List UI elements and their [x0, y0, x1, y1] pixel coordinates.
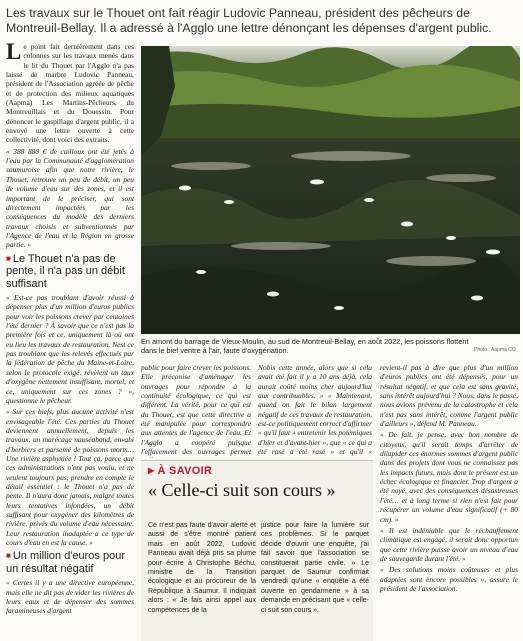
- photo-credit: Photo : Aapma CO: [474, 347, 516, 353]
- drop-cap: L: [6, 42, 22, 64]
- box-kicker: ▶ À SAVOIR: [148, 465, 213, 477]
- quote-paragraph: « De fait, je pense, avec bon nombre de citoyens, qu'il serait temps d'arrêter de dilapider ces énormes sommes d'argent public dans des projets dont vous ne connaissez pas les impacts futurs, mais dont le présent est un échec écologique et financier. Trop d'argent a été noyé, avec des conséquences désastreuses l'été… et à long terme si rien n'est fait pour récupérer un volume d'eau significatif (+ 80 cm). »: [380, 430, 518, 524]
- square-bullet-icon: ■: [6, 551, 11, 561]
- box-column-1: Ce n'est pas faute d'avoir alerté et aussi de s'être montré patient mais en août 2022, Ludovic Panneau avait déjà pris sa plume pour écrire à Christophe Béchu, ministre de la Transition écologique et au procureur de la République à Saumur. Il indiquait alors : « Je fais ainsi appel aux compétences de la: [148, 522, 256, 614]
- article-column-3: [258, 363, 372, 458]
- square-bullet-icon: ■: [6, 253, 11, 263]
- quote-paragraph: « Certes il y a une directive européenne, mais elle ne dit pas de vider les rivières de leurs eaux et de dépenser des sommes faramineuses d'argent: [6, 578, 134, 616]
- quote-paragraph: « Sur ces biefs, plus aucune activité n'est envisageable l'été. Ces parties du Thouet deviennent annuellement, depuis les travaux, un marécage nauséabond, envahi d'herbiers et parsemé de poissons morts… Une rivière asphyxiée ! Tout ça, parce que ces administrations n'ont pas voulu, et ne veulent toujours pas, prendre en compte le détail essentiel : le Thouet n'a pas de pente. Il n'aura donc jamais, malgré toutes leurs tentatives infondées, un débit suffisant pour oxygéner des kilomètres de rivière, privés du volume d'eau nécessaire. Leur restauration inadaptée a ce type de cours d'eau en est la cause. »: [6, 407, 134, 547]
- river-photo: [141, 46, 520, 334]
- quote-paragraph: revient-il pas à dire que plus d'un million d'euros publics ont été dépensés, pour un résultat négatif, et que cela est sans gravité, sans intérêt aujourd'hui ? Nous, dans le passé, nous avions prévenu de la catastrophe et cela n'est pas sans intérêt, comme l'argent public d'ailleurs », défend M. Panneau.: [380, 363, 518, 429]
- quote-paragraph: « Est-ce pas troublant d'avoir réussi à dépenser plus d'un million d'euros publics pour voir les poissons crever par centaines l'été dernier ? À savoir que ce n'est pas la première fois et ce, uniquement là où ont eu lieu les travaux de restauration. Nest ce pas troublant que les relevés effectués par la fédération de pêche du Maine-et-Loire, selon le protocole exigé, révèlent un taux d'oxygène nettement insuffisant, mortel, et ce, uniquement sur ces zones ? », questionne le pêcheur.: [6, 293, 134, 405]
- quote-paragraph: « Des solutions moins coûteuses et plus adaptées sont encore possibles », assure le président de l'association.: [380, 565, 518, 593]
- a-savoir-box: [141, 460, 373, 641]
- subheading-pente: ■ Le Thouet n'a pas de pente, il n'a pas un débit suffisant: [6, 252, 125, 290]
- quote-paragraph: Nobis cette année, alors que si cela avait été fait il y a 10 ans déjà, cela aurait coûté moins cher aujourd'hui aux contribuables. » « Maintenant, quand on fait le bilan largement négatif de ces travaux de restauration, est-ce politiquement correct d'affirmer « qu'il faut » entretenir les polémiques d'hier et d'avant-hier », que « ce qui a été rasé a été rasé » et qu'il «: [258, 363, 372, 457]
- photo-caption: En amont du barrage de Vieux-Moulin, au sud de Montreuil-Bellay, en août 2022, les poissons flottent dans le bief ventre à l'air, faute d'oxygénation.: [141, 337, 469, 355]
- article-column-1: [6, 42, 134, 640]
- triangle-icon: ▶: [148, 466, 155, 475]
- intro-paragraph: e point fait dernièrement dans ces colonnes sur les travaux menés dans le lit du Thouet par l'Agglo n'a pas laissé de marbre Ludovic Panneau, président de l'Association agréée de pêche et de protection des milieux aquatiques (Aapma) Les Martins-Pêcheurs, du Montreuillais et du Douessin. Pour dénoncer le gaspillage d'argent public, il a envoyé une lettre ouverte à cette collectivité, dont voici des extraits.: [6, 42, 134, 145]
- article-column-2: [141, 363, 251, 458]
- box-title: « Celle-ci suit son cours »: [148, 480, 336, 500]
- river-photo-image: [141, 46, 520, 334]
- article-column-4: [380, 363, 518, 640]
- quote-paragraph: « 388 888 € de cailloux ont été jetés à l'eau par la Communauté d'agglomération saumuroise afin que notre rivière, le Thouet, retrouve un peu de débit, un peu de volume d'eau sur des zones, et il est important de le préciser, qui sont directement impactées par les conséquences du modèle des derniers travaux choisis et subventionnés par l'Agence de l'eau et la Région en grosse partie. »: [6, 146, 134, 250]
- article-deck: Les travaux sur le Thouet ont fait réagir Ludovic Panneau, président des pêcheurs de Montreuil-Bellay. Il a adressé à l'Agglo une lettre dénonçant les dépenses d'argent public.: [6, 6, 492, 35]
- subheading-million: ■ Un million d'euros pour un résultat négatif: [6, 550, 125, 575]
- quote-paragraph: public pour faire crever les poissons. Elle préconise d'aménager les ouvrages pour répondre à la continuité écologique, ce qui est différent. La vérité, pour ce qui est du Thouet, est que cette directive a été manipulée pour correspondre aux attentes de l'agence de l'eau. Et l'Agglo a coopéré puisque l'effacement des ouvrages permet: [141, 363, 251, 457]
- box-column-2: justice pour faire la lumière sur ces problèmes. Si le parquet décide d'ouvrir une enquête, j'ai fait savoir que l'association se constituerait partie civile. » Le parquet de Saumur confirmait vendredi qu'une « enquête a été ouverte en gendarmerie » à sa demande en précisant que « celle-ci suit son cours ».: [261, 522, 369, 614]
- quote-paragraph: « Il est indéniable que le réchauffement climatique est engagé, il serait donc opportun que cette rivière puisse avoir un niveau d'eau de sauvegarde durant l'été. »: [380, 525, 518, 563]
